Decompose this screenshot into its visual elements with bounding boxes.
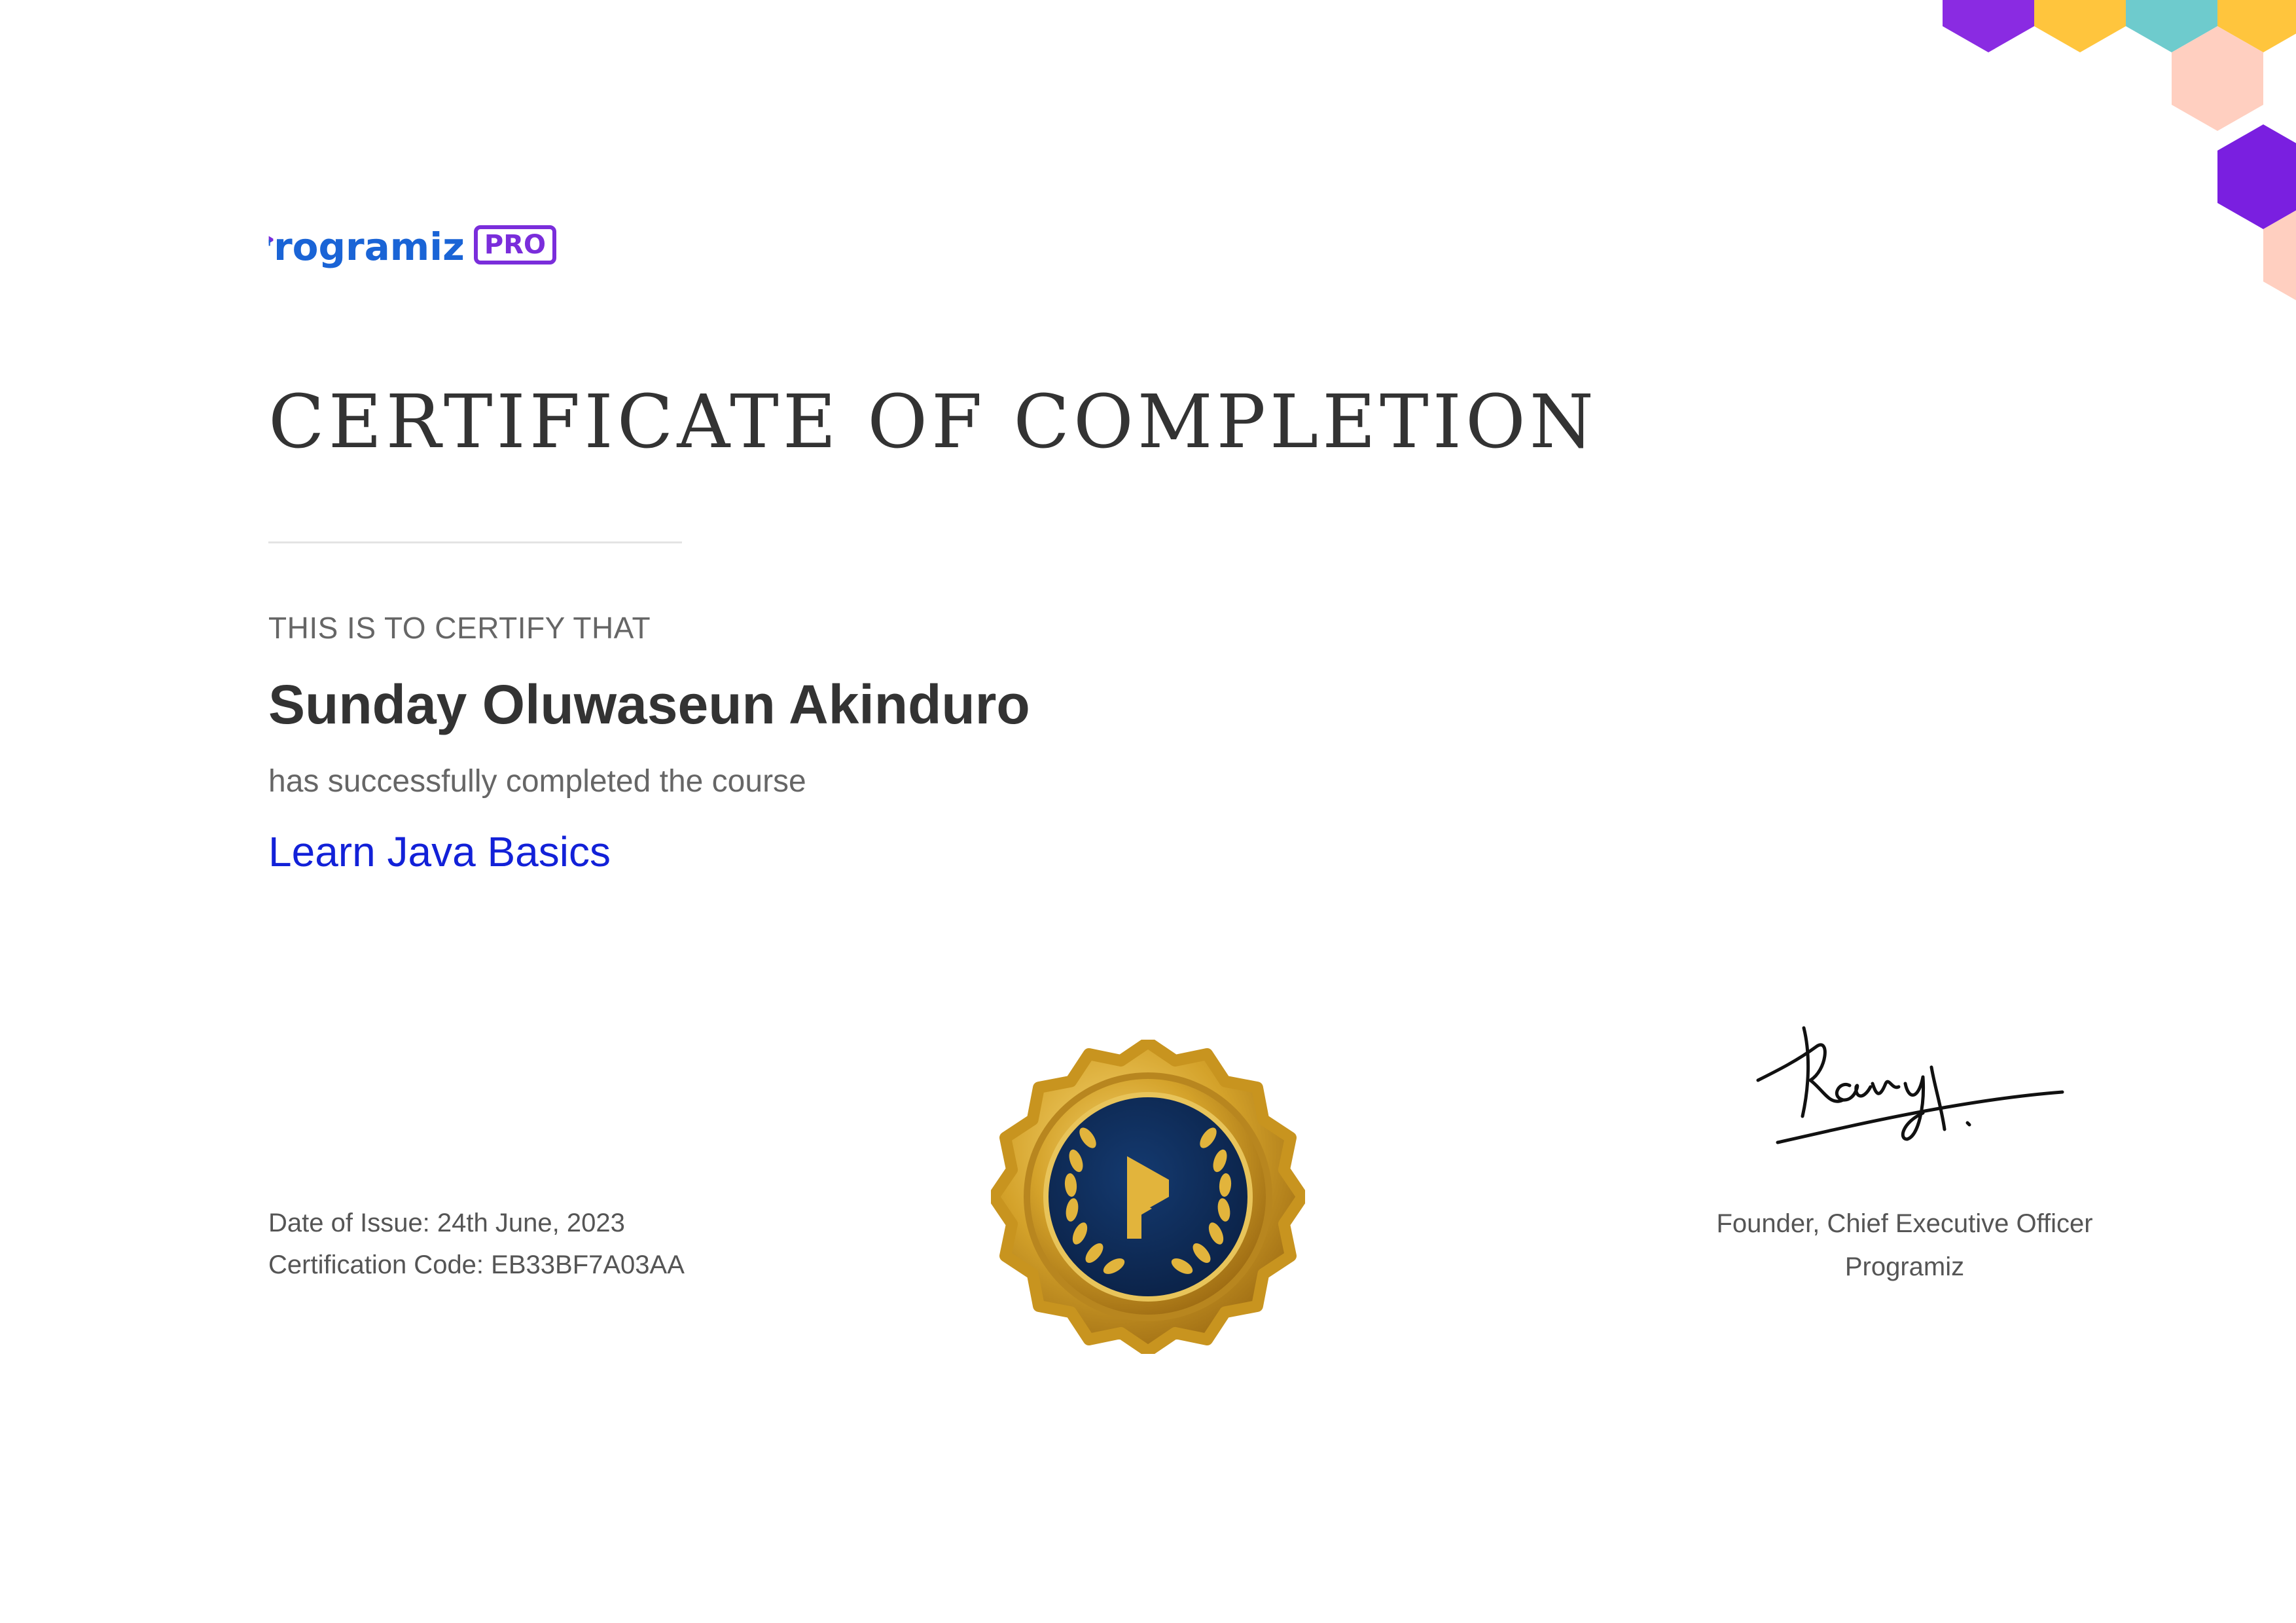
gold-laurel-seal-icon (991, 1040, 1305, 1354)
programiz-logo (268, 208, 556, 274)
course-name: Learn Java Basics (268, 828, 611, 875)
signatory-organization: Programiz (1844, 1252, 1965, 1281)
logo-wordmark: rogramiz (274, 225, 465, 269)
certificate-title: CERTIFICATE OF COMPLETION (268, 380, 1598, 465)
certificate-details (268, 1202, 685, 1286)
pro-badge: PRO (474, 225, 556, 264)
signatory-block (1676, 1202, 2134, 1288)
completed-text: has successfully completed the course (268, 764, 806, 799)
certification-code: Certification Code: EB33BF7A03AA (268, 1250, 685, 1279)
certify-text: THIS IS TO CERTIFY THAT (268, 611, 651, 645)
signatory-title: Founder, Chief Executive Officer (1716, 1209, 2093, 1238)
date-of-issue: Date of Issue: 24th June, 2023 (268, 1209, 625, 1237)
hexagon-decoration-icon (1929, 0, 2296, 308)
handwritten-signature (1751, 1008, 2066, 1159)
title-divider (268, 541, 682, 543)
programiz-p-icon (268, 210, 274, 272)
recipient-name: Sunday Oluwaseun Akinduro (268, 674, 1030, 735)
